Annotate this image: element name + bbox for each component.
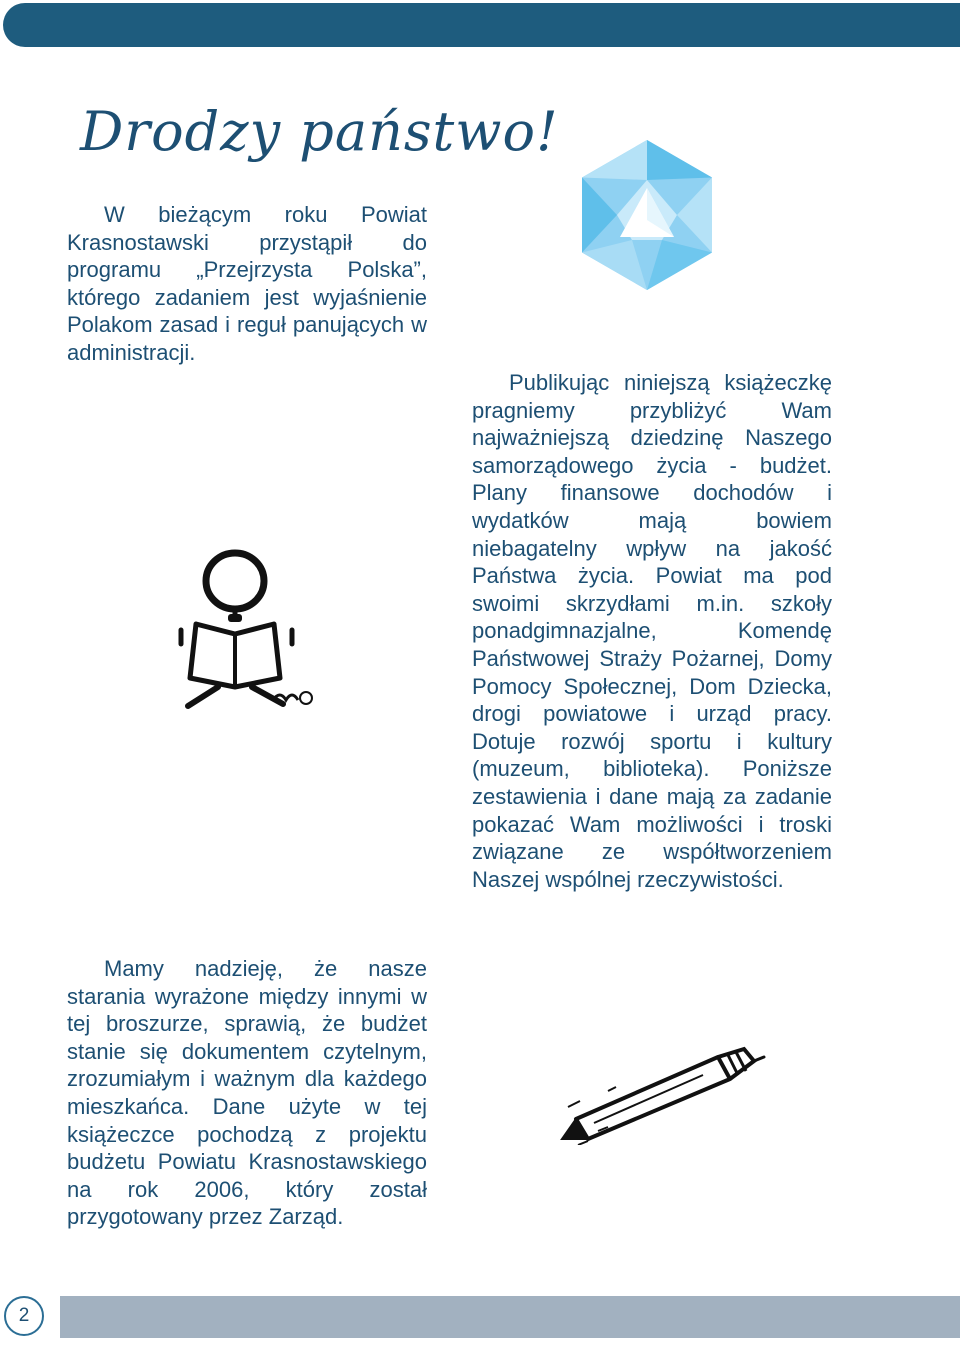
page-number-badge	[4, 1296, 44, 1336]
booklet-paragraph: Publikując niniejszą książeczkę pragniemy przybliżyć Wam najważniejszą dziedzinę Naszego samorządowego życia - budżet. Plany finansowe dochodów i wydatków mają bowiem niebagatelny wpływ na jakość Państwa życia. Powiat ma pod swoimi skrzydłami m.in. szkoły ponadgimnazjalne, Komendę Państwowej Straży Pożarnej, Domy Pomocy Społecznej, Dom Dziecka, drogi powiatowe i urząd pracy. Dotuje rozwój sportu i kultury (muzeum, biblioteka). Poniższe zestawienia i dane mają za zadanie pokazać Wam możliwości i troski związane ze współtworzeniem Naszej wspólnej rzeczywistości.	[472, 370, 832, 892]
top-banner	[3, 3, 960, 47]
intro-paragraph: W bieżącym roku Powiat Krasnostawski przystąpił do programu „Przejrzysta Polska”, którego zadaniem jest wyjaśnienie Polakom zasad i reguł panujących w administracji.	[67, 202, 427, 365]
greeting-heading: Drodzy państwo!	[80, 100, 559, 163]
pen-icon	[558, 1045, 768, 1145]
bottom-banner	[60, 1296, 960, 1338]
transparent-poland-logo-icon	[582, 140, 712, 290]
reading-figure-icon	[168, 548, 318, 713]
page-number: 2	[18, 1305, 30, 1326]
hope-paragraph: Mamy nadzieję, że nasze starania wyrażone między innymi w tej broszurze, sprawią, że budżet stanie się dokumentem czytelnym, zrozumiałym i ważnym dla każdego mieszkańca. Dane użyte w tej książeczce pochodzą z projektu budżetu Powiatu Krasnostawskiego na rok 2006, który został przygotowany przez Zarząd.	[67, 956, 427, 1230]
